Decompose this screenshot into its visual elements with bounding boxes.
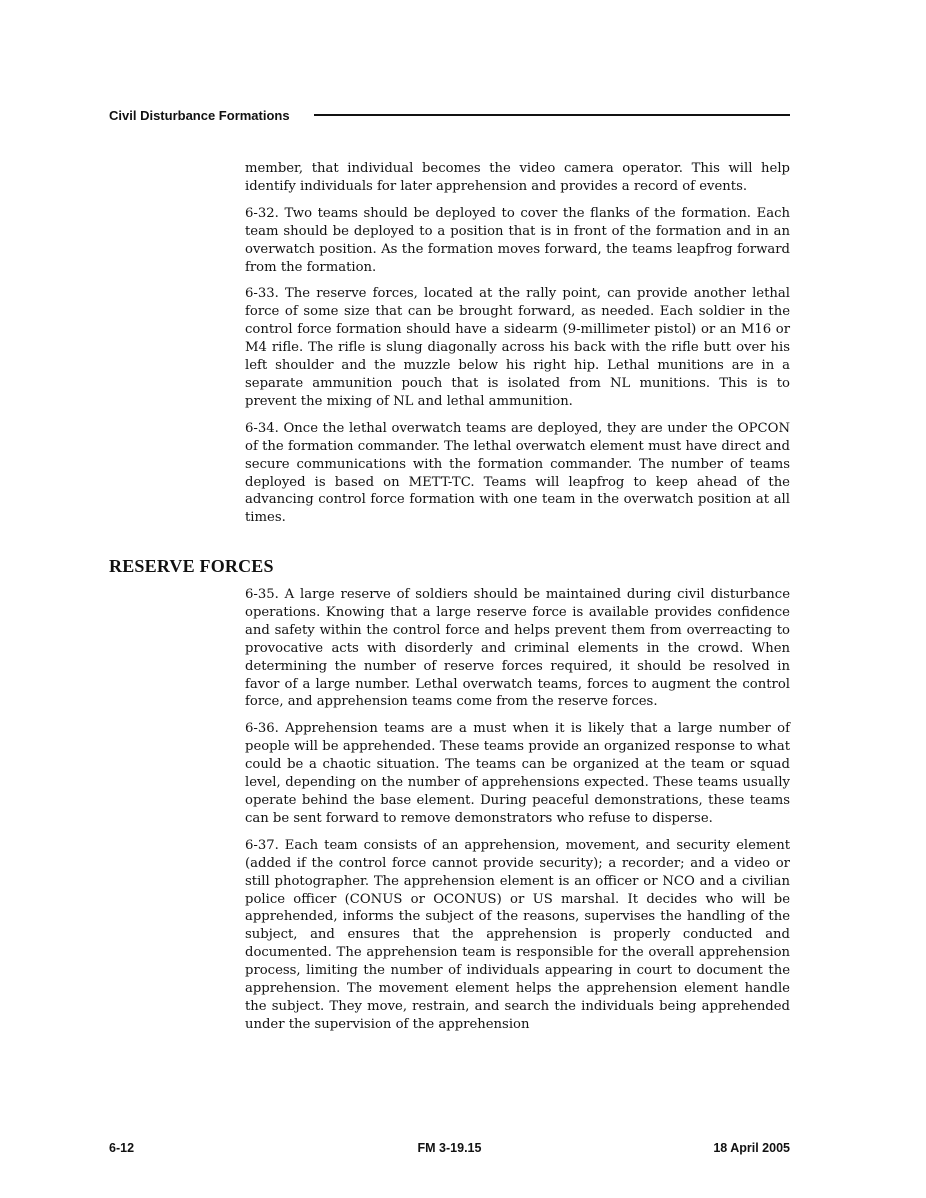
paragraph-6-32: 6-32. Two teams should be deployed to cover the flanks of the formation. Each team should be deployed to a position that is in front of the formation and in an overwatch position. As the formation moves forward, the teams leapfrog forward from the formation.: [245, 205, 790, 275]
footer-manual-id: FM 3-19.15: [417, 1141, 482, 1155]
body-text-reserve-forces: [245, 586, 790, 1043]
footer-page-number: 6-12: [109, 1141, 135, 1155]
header-title: Civil Disturbance Formations: [109, 107, 290, 123]
paragraph-6-36: 6-36. Apprehension teams are a must when it is likely that a large number of people will be apprehended. These teams provide an organized response to what could be a chaotic situation. The teams can be organized at the team or squad level, depending on the number of apprehensions expected. These teams usually operate behind the base element. During peaceful demonstrations, these teams can be sent forward to remove demonstrators who refuse to disperse.: [245, 721, 790, 826]
section-heading-reserve-forces: RESERVE FORCES: [109, 556, 274, 576]
paragraph-6-37: 6-37. Each team consists of an apprehension, movement, and security element (added if the control force cannot provide security); a recorder; and a video or still photographer. The apprehension element is an officer or NCO and a civilian police officer (CONUS or OCONUS) or US marshal. It decides who will be apprehended, informs the subject of the reasons, supervises the handling of the subject, and ensures that the apprehension is properly conducted and documented. The apprehension team is responsible for the overall apprehension process, limiting the number of individuals appearing in court to document the apprehension. The movement element helps the apprehension element handle the subject. They move, restrain, and search the individuals being apprehended under the supervision of the apprehension: [245, 837, 790, 1032]
running-header: [109, 106, 790, 124]
paragraph-6-34: 6-34. Once the lethal overwatch teams are deployed, they are under the OPCON of the formation commander. The lethal overwatch element must have direct and secure communications with the formation commander. The number of teams deployed is based on METT-TC. Teams will leapfrog to keep ahead of the advancing control force formation with one team in the overwatch position at all times.: [245, 420, 790, 526]
paragraph-6-33: 6-33. The reserve forces, located at the rally point, can provide another lethal force of some size that can be brought forward, as needed. Each soldier in the control force formation should have a sidearm (9-millimeter pistol) or an M16 or M4 rifle. The rifle is slung diagonally across his back with the rifle butt over his left shoulder and the muzzle below his right hip. Lethal munitions are in a separate ammunition pouch that is isolated from NL munitions. This is to prevent the mixing of NL and lethal ammunition.: [245, 286, 790, 409]
paragraph-6-35: 6-35. A large reserve of soldiers should be maintained during civil disturbance operations. Knowing that a large reserve force is available provides confidence and safety within the control force and helps prevent them from overreacting to provocative acts with disorderly and criminal elements in the crowd. When determining the number of reserve forces required, it should be resolved in favor of a large number. Lethal overwatch teams, forces to augment the control force, and apprehension teams come from the reserve forces.: [245, 587, 790, 710]
footer-date: 18 April 2005: [713, 1141, 790, 1155]
body-text-top: [245, 160, 790, 536]
running-footer: [109, 1141, 790, 1159]
header-rule: [314, 114, 790, 116]
paragraph-continuation: member, that individual becomes the video camera operator. This will help identify individuals for later apprehension and provides a record of events.: [245, 161, 790, 194]
